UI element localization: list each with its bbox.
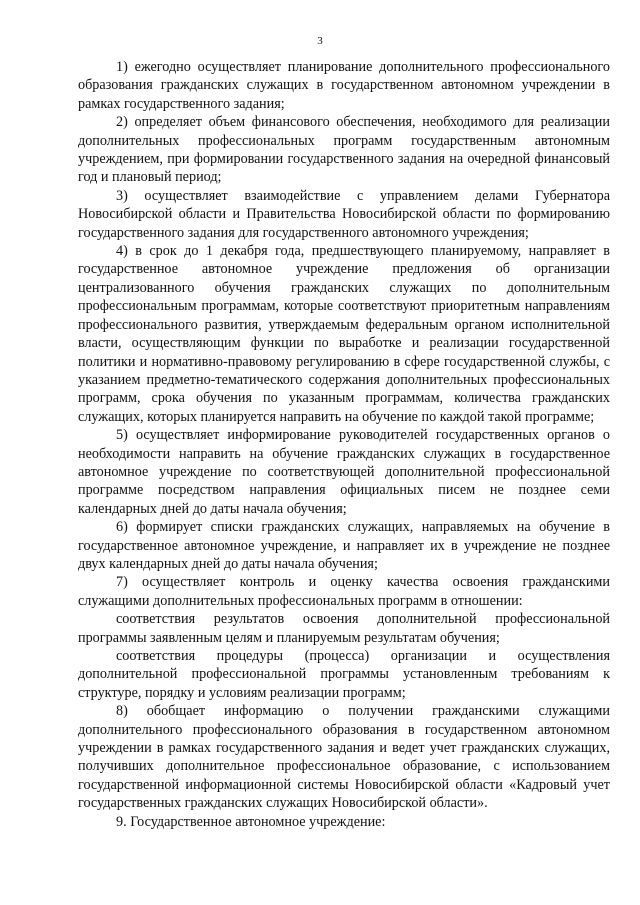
paragraph-item-2: 2) определяет объем финансового обеспечения, необходимого для реализации дополнительных профессиональных программ государственным автономным учреждением, при формировании государственного задания на очередной финансовый год и плановый период; [78, 114, 610, 186]
paragraph-item-1: 1) ежегодно осуществляет планирование дополнительного профессионального образования гражданских служащих в государственном автономном учреждении в рамках государственного задания; [78, 59, 610, 112]
paragraph-subitem-results: соответствия результатов освоения дополнительной профессиональной программы заявленным целям и планируемым результатам обучения; [78, 611, 610, 646]
paragraph-item-6: 6) формирует списки гражданских служащих, направляемых на обучение в государственное автономное учреждение, и направляет их в учреждение не позднее двух календарных дней до даты начала обучения; [78, 519, 610, 572]
paragraph-item-8: 8) обобщает информацию о получении гражданскими служащими дополнительного профессионального образования в государственном автономном учреждении в рамках государственного задания и ведет учет гражданских служащих, получивших дополнительное профессиональное образование, с использованием государственной информационной системы Новосибирской области «Кадровый учет государственных гражданских служащих Новосибирской области». [78, 703, 610, 812]
paragraph-subitem-procedure: соответствия процедуры (процесса) организации и осуществления дополнительной профессиональной программы установленным требованиям к структуре, порядку и условиям реализации программ; [78, 648, 610, 701]
document-body [78, 58, 610, 831]
section-heading-9: 9. Государственное автономное учреждение: [116, 813, 386, 830]
paragraph-item-3: 3) осуществляет взаимодействие с управлением делами Губернатора Новосибирской области и Правительства Новосибирской области по формированию государственного задания для государственного автономного учреждения; [78, 187, 610, 241]
paragraph-item-4: 4) в срок до 1 декабря года, предшествующего планируемому, направляет в государственное автономное учреждение предложения об организации централизованного обучения гражданских служащих по дополнительным профессиональным программам, которые соответствуют приоритетным направлениям профессионального развития, утверждаемым федеральным органом исполнительной власти, осуществляющим функции по выработке и реализации государственной политики и нормативно-правовому регулированию в сфере государственной службы, с указанием предметно-тематического содержания дополнительных профессиональных программ, срока обучения по указанным программам, количества гражданских служащих, которых планируется направить на обучение по каждой такой программе; [78, 243, 610, 425]
paragraph-item-5: 5) осуществляет информирование руководителей государственных органов о необходимости направить на обучение гражданских служащих в государственное автономное учреждение по соответствующей дополнительной профессиональной программе посредством направления официальных писем не позднее семи календарных дней до даты начала обучения; [78, 427, 610, 517]
page-number: 3 [317, 35, 323, 47]
paragraph-item-7: 7) осуществляет контроль и оценку качества освоения гражданскими служащими дополнительных профессиональных программ в отношении: [78, 574, 610, 609]
